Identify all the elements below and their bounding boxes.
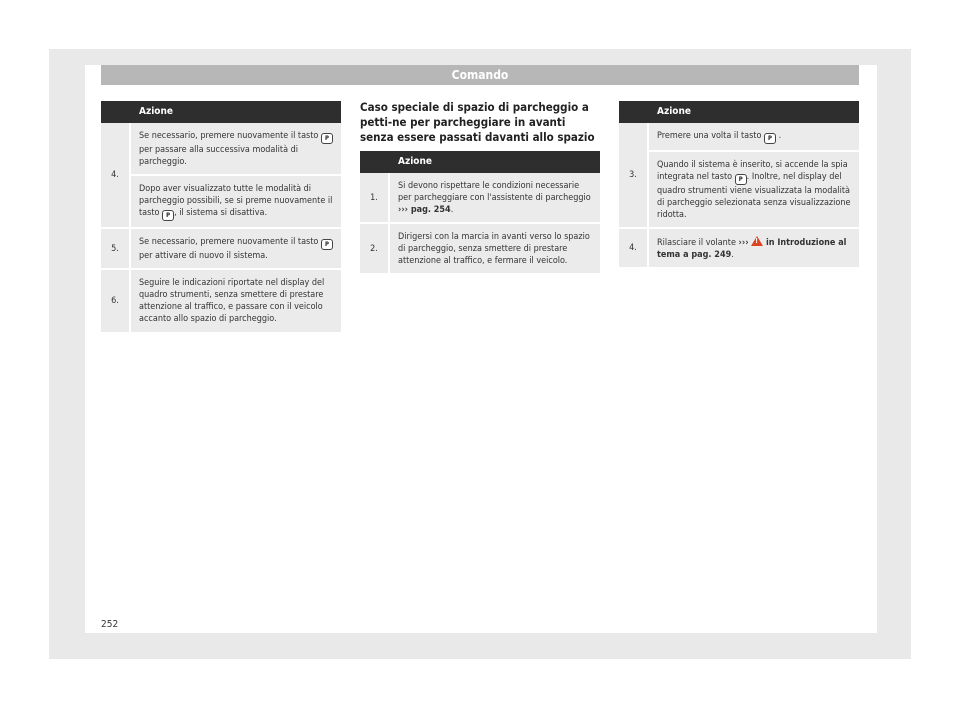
step-number: 1. bbox=[360, 173, 390, 224]
table-header-action: Azione bbox=[131, 101, 341, 123]
step-text: Quando il sistema è inserito, si accende la spia integrata nel tasto P . Inoltre, nel display del quadro strumenti viene visualizzata la modalità di parcheggio selezionata senza visualizzazione ridotta. bbox=[649, 152, 859, 229]
park-assist-key-icon: P bbox=[735, 174, 747, 185]
step-number: 3. bbox=[619, 123, 649, 229]
park-assist-key-icon: P bbox=[321, 239, 333, 250]
step-text: Dirigersi con la marcia in avanti verso lo spazio di parcheggio, senza smettere di prestare attenzione al traffico, e fermare il veicolo. bbox=[390, 224, 600, 275]
step-number: 4. bbox=[619, 229, 649, 269]
park-assist-key-icon: P bbox=[162, 210, 174, 221]
step-number: 6. bbox=[101, 270, 131, 334]
park-assist-key-icon: P bbox=[764, 133, 776, 144]
left-action-table bbox=[101, 101, 341, 334]
park-assist-key-icon: P bbox=[321, 133, 333, 144]
page-reference-link[interactable]: ››› pag. 254 bbox=[398, 205, 451, 215]
section-title: Caso speciale di spazio di parcheggio a petti-ne per parcheggiare in avanti senza essere passati davanti allo spazio bbox=[360, 100, 595, 144]
page-reference-link[interactable]: in Introduzione al tema a pag. 249 bbox=[657, 238, 847, 260]
step-number: 5. bbox=[101, 229, 131, 270]
step-text: Premere una volta il tasto P . bbox=[649, 123, 859, 152]
step-text: Rilasciare il volante ››› ! in Introduzione al tema a pag. 249. bbox=[649, 229, 859, 269]
table-header-action: Azione bbox=[390, 151, 600, 173]
page-reference-link[interactable]: ››› bbox=[738, 238, 749, 248]
step-number: 2. bbox=[360, 224, 390, 275]
middle-column bbox=[360, 100, 600, 275]
step-number: 4. bbox=[101, 123, 131, 229]
page-number: 252 bbox=[101, 619, 119, 630]
right-column bbox=[619, 101, 859, 269]
step-text: Seguire le indicazioni riportate nel display del quadro strumenti, senza smettere di prestare attenzione al traffico, e passare con il veicolo accanto allo spazio di parcheggio. bbox=[131, 270, 341, 334]
left-column bbox=[101, 101, 341, 334]
table-header-action: Azione bbox=[649, 101, 859, 123]
middle-action-table bbox=[360, 151, 600, 275]
step-text: Se necessario, premere nuovamente il tasto P per attivare di nuovo il sistema. bbox=[131, 229, 341, 270]
page-header-title: Comando bbox=[101, 65, 859, 85]
step-text: Si devono rispettare le condizioni necessarie per parcheggiare con l'assistente di parcheggio ››› pag. 254. bbox=[390, 173, 600, 224]
right-action-table bbox=[619, 101, 859, 269]
step-text: Dopo aver visualizzato tutte le modalità di parcheggio possibili, se si preme nuovamente il tasto P , il sistema si disattiva. bbox=[131, 176, 341, 229]
warning-triangle-icon bbox=[751, 236, 763, 246]
step-text: Se necessario, premere nuovamente il tasto P per passare alla successiva modalità di parcheggio. bbox=[131, 123, 341, 176]
